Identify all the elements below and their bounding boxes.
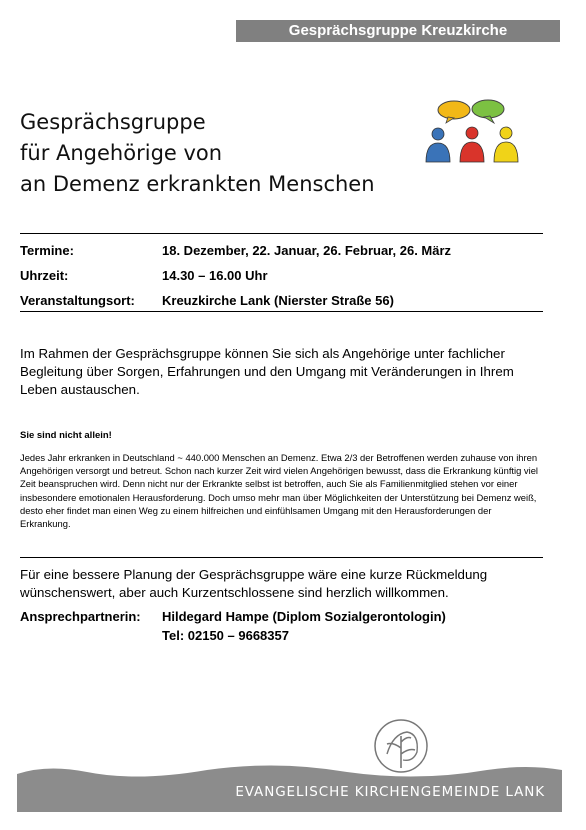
conversation-people-icon bbox=[418, 96, 528, 166]
contact-phone: Tel: 02150 – 9668357 bbox=[162, 628, 289, 643]
page-title bbox=[20, 107, 375, 200]
ort-value: Kreuzkirche Lank (Nierster Straße 56) bbox=[162, 293, 394, 308]
contact-label: Ansprechpartnerin: bbox=[20, 609, 141, 624]
title-line-2: für Angehörige von bbox=[20, 141, 223, 165]
info-heading: Sie sind nicht allein! bbox=[20, 430, 112, 441]
title-line-1: Gesprächsgruppe bbox=[20, 110, 206, 134]
divider-top bbox=[20, 233, 543, 234]
header-label: Gesprächsgruppe Kreuzkirche bbox=[288, 22, 508, 39]
termine-value: 18. Dezember, 22. Januar, 26. Februar, 26. März bbox=[162, 243, 452, 258]
info-paragraph: Jedes Jahr erkranken in Deutschland ~ 440.000 Menschen an Demenz. Etwa 2/3 der Betroffenen werden zuhause von ihren Angehörigen versorgt und betreut. Schon nach kurzer Zeit wird vielen Angehörigen bewusst, dass die Erkrankung künftig viel Zeit beanspruchen wird. Denn nicht nur der Erkrankte selbst ist betroffen, auch Sie als Familienmitglied stehen vor einer insbesondere emotionalen Herausforderung. Doch umso mehr man über Möglichkeiten der Unterstützung bei Demenz weiß, desto eher findet man einen Weg zu einem hilfreichen und einfühlsamen Umgang mit den Herausforderungen der Erkrankung. bbox=[20, 452, 539, 530]
uhrzeit-value: 14.30 – 16.00 Uhr bbox=[162, 268, 268, 283]
title-line-3: an Demenz erkrankten Menschen bbox=[20, 172, 375, 196]
termine-label: Termine: bbox=[20, 243, 74, 258]
header-bar bbox=[236, 20, 560, 42]
uhrzeit-label: Uhrzeit: bbox=[20, 268, 69, 283]
feedback-paragraph: Für eine bessere Planung der Gesprächsgruppe wäre eine kurze Rückmeldung wünschenswert, aber auch Kurzentschlossene sind herzlich willkommen. bbox=[20, 567, 488, 600]
divider-bottom bbox=[20, 557, 543, 558]
ort-label: Veranstaltungsort: bbox=[20, 293, 135, 308]
tree-logo-icon bbox=[373, 718, 429, 774]
divider-details bbox=[20, 311, 543, 312]
footer-text: EVANGELISCHE KIRCHENGEMEINDE LANK bbox=[235, 784, 545, 800]
intro-paragraph: Im Rahmen der Gesprächsgruppe können Sie sich als Angehörige unter fachlicher Begleitung über Sorgen, Erfahrungen und den Umgang mit Veränderungen in Ihrem Leben austauschen. bbox=[20, 346, 514, 397]
contact-name: Hildegard Hampe (Diplom Sozialgerontologin) bbox=[162, 609, 446, 624]
